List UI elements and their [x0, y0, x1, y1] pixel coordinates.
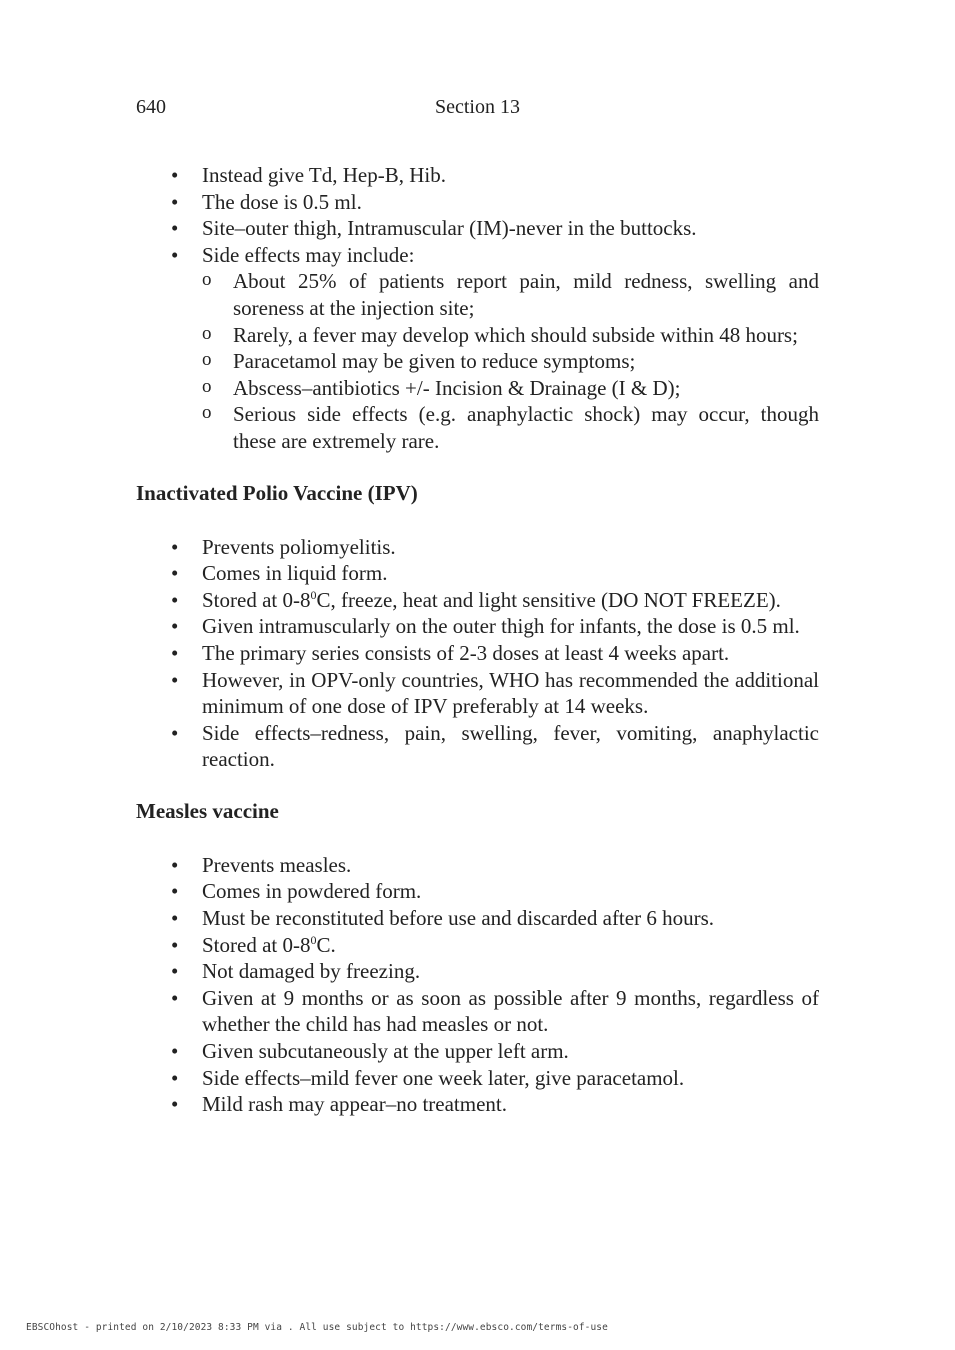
bullet-icon: • — [171, 985, 179, 1010]
bullet-icon: • — [171, 852, 179, 877]
ipv-list — [136, 534, 819, 773]
list-item: • Stored at $0-8^0C$, freeze, heat and light sensitive (DO NOT FREEZE). — [171, 587, 781, 612]
sub-bullet-icon: o — [202, 402, 212, 424]
sub-bullet-icon: o — [202, 269, 212, 291]
list-item: • Site–outer thigh, Intramuscular (IM)-never in the buttocks. — [171, 216, 697, 241]
list-item: • Given intramuscularly on the outer thigh for infants, the dose is 0.5 ml. — [171, 614, 800, 639]
side-effects-list — [136, 268, 819, 454]
list-item: • Mild rash may appear–no treatment. — [171, 1092, 507, 1117]
sub-list-item: o Rarely, a fever may develop which should subside within 48 hours; — [202, 322, 798, 347]
sub-bullet-icon: o — [202, 349, 212, 371]
bullet-icon: • — [171, 1065, 179, 1090]
bullet-icon: • — [171, 614, 179, 639]
page-body — [136, 162, 819, 1118]
page-header — [136, 96, 819, 122]
list-item: • Prevents poliomyelitis. — [171, 534, 396, 559]
bullet-icon: • — [171, 667, 179, 692]
list-item: • Stored at $0-8^0C$. — [171, 932, 336, 957]
bullet-icon: • — [171, 932, 179, 957]
sub-list-item: o Serious side effects (e.g. anaphylactic shock) may occur, though these are extremely rare. — [202, 402, 819, 453]
sub-bullet-icon: o — [202, 375, 212, 397]
bullet-icon: • — [171, 242, 179, 267]
measles-heading: Measles vaccine — [136, 798, 279, 823]
section-title: Section 13 — [435, 96, 520, 118]
bullet-icon: • — [171, 163, 179, 187]
list-item: • Side effects–redness, pain, swelling, fever, vomiting, anaphylactic reaction. — [171, 720, 819, 772]
intro-list — [136, 162, 819, 455]
bullet-icon: • — [171, 216, 179, 241]
bullet-icon: • — [171, 640, 179, 665]
bullet-icon: • — [171, 561, 179, 586]
bullet-icon: • — [171, 879, 179, 904]
list-item: • Prevents measles. — [171, 852, 352, 877]
list-item: • Comes in liquid form. — [171, 561, 388, 586]
list-item: • The primary series consists of 2-3 doses at least 4 weeks apart. — [171, 640, 730, 665]
list-item: • Side effects may include: o About 25% of patients report pain, mild redness, swelling and soreness at the injection site; o Rarely, a fever may develop which should subside within 48 hours; o Paracetamol may be given to reduce symptoms; o Abscess–antibiotics +/- Incision & Drainage (I & D); o Serious side effects (e.g. anaphylactic shock) may occur, though these are extremely rare. — [136, 242, 819, 455]
bullet-icon: • — [171, 959, 179, 984]
ipv-heading: Inactivated Polio Vaccine (IPV) — [136, 480, 418, 505]
list-item: • Instead give Td, Hep-B, Hib. — [171, 163, 446, 187]
bullet-icon: • — [171, 720, 179, 745]
bullet-icon: • — [171, 1092, 179, 1117]
sub-list-item: o About 25% of patients report pain, mild redness, swelling and soreness at the injection site; — [202, 269, 819, 320]
sub-list-item: o Abscess–antibiotics +/- Incision & Drainage (I & D); — [202, 375, 681, 400]
list-item: • Comes in powdered form. — [171, 879, 422, 904]
bullet-icon: • — [171, 534, 179, 559]
list-item: • Given at 9 months or as soon as possible after 9 months, regardless of whether the child has had measles or not. — [171, 985, 819, 1037]
list-item: • Given subcutaneously at the upper left arm. — [171, 1039, 569, 1064]
list-item: • Side effects–mild fever one week later, give paracetamol. — [171, 1065, 685, 1090]
sub-bullet-icon: o — [202, 322, 212, 344]
bullet-icon: • — [171, 189, 179, 214]
print-footer: EBSCOhost - printed on 2/10/2023 8:33 PM via . All use subject to https://www.ebsco.com/terms-of-use — [26, 1322, 608, 1333]
bullet-icon: • — [171, 1039, 179, 1064]
list-item: • The dose is 0.5 ml. — [171, 189, 362, 214]
list-item: • Not damaged by freezing. — [171, 959, 421, 984]
page-number: 640 — [136, 96, 166, 118]
measles-list — [136, 852, 819, 1118]
sub-list-item: o Paracetamol may be given to reduce symptoms; — [202, 349, 636, 374]
bullet-icon: • — [171, 587, 179, 612]
bullet-icon: • — [171, 906, 179, 931]
list-item: • However, in OPV-only countries, WHO has recommended the additional minimum of one dose of IPV preferably at 14 weeks. — [171, 667, 819, 719]
list-item: • Must be reconstituted before use and discarded after 6 hours. — [171, 906, 714, 931]
